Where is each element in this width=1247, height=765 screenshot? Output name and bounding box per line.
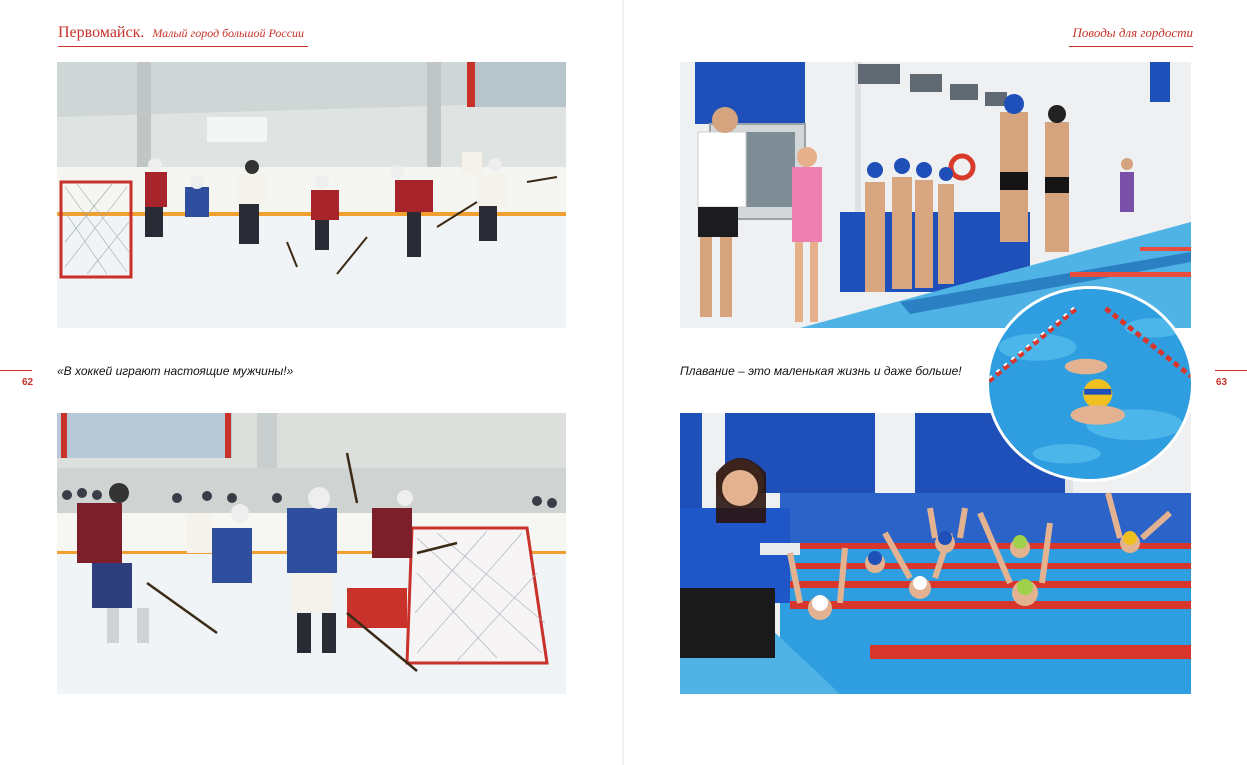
running-header-right [1069,24,1194,47]
left-page [0,0,623,765]
swimming-photo-inset [986,286,1194,482]
swimmer-circle-photo-icon [989,289,1191,479]
running-header-left [58,24,308,47]
hockey-goal-photo-icon [57,413,566,694]
hockey-photo-top [57,62,566,328]
hockey-photo-bottom [57,413,566,694]
hockey-players-photo-icon [57,62,566,328]
page-number-rule-left [0,370,32,371]
header-title: Первомайск. [58,24,145,41]
header-subtitle: Малый город большой России [152,26,305,40]
hockey-caption: «В хоккей играют настоящие мужчины!» [57,364,294,378]
swimming-caption: Плавание – это маленькая жизнь и даже больше! [680,364,962,378]
page-number-rule-right [1215,370,1247,371]
page-number-right: 63 [1216,377,1228,388]
header-section-title: Поводы для гордости [1072,25,1193,40]
page-number-left: 62 [22,377,34,388]
right-page [624,0,1247,765]
